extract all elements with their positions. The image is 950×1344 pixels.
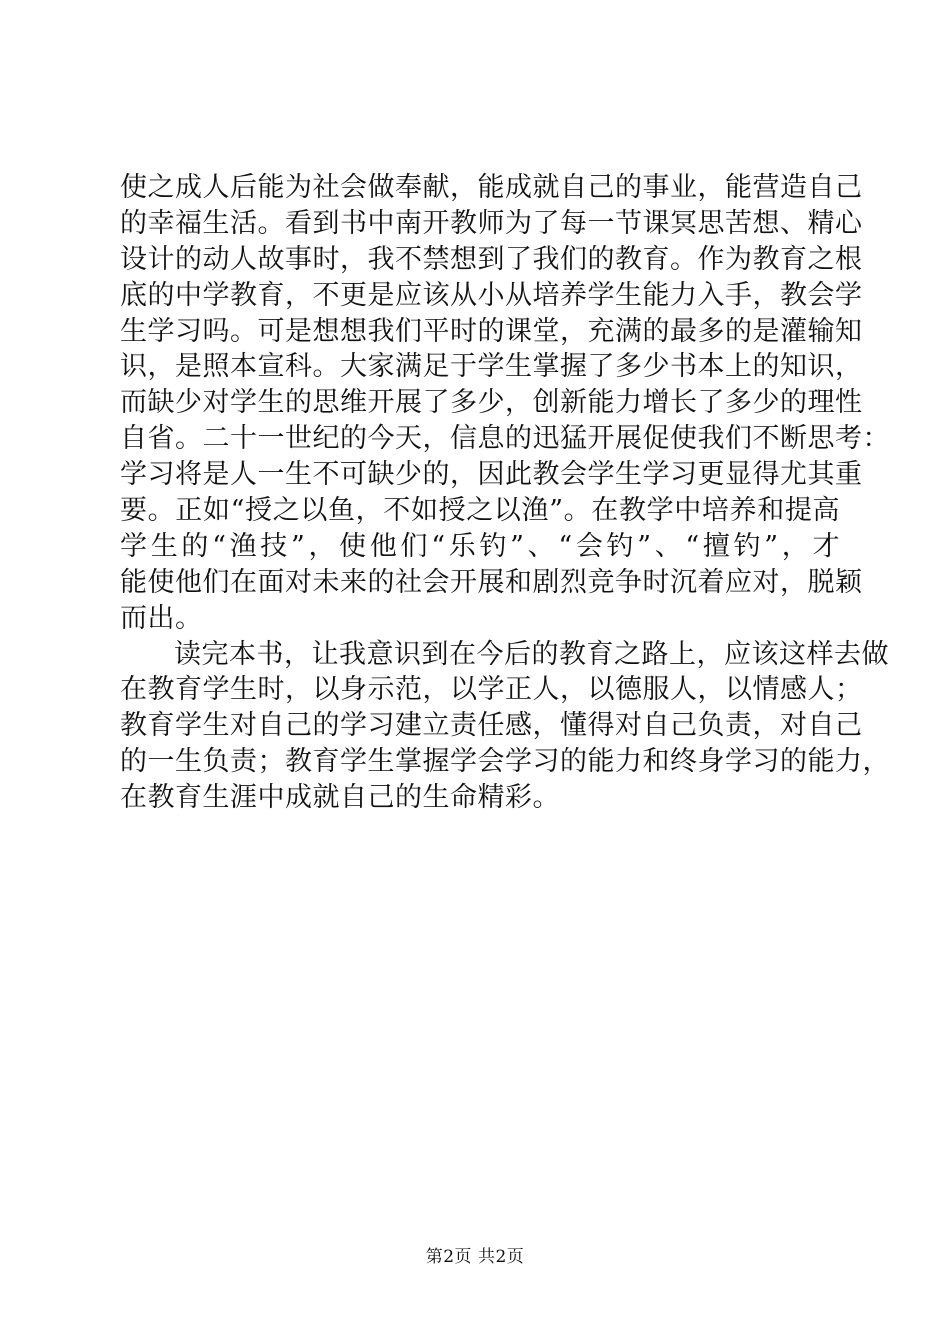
text-line: 学生的“渔技”，使他们“乐钓”、“会钓”、“擅钓”，才 xyxy=(120,530,840,562)
document-body xyxy=(120,170,890,816)
text-line: 在教育学生时，以身示范，以学正人，以德服人，以情感人； xyxy=(120,674,863,706)
text-line: 要。正如“授之以鱼，不如授之以渔”。在教学中培养和提高 xyxy=(120,495,840,527)
text-line: 能使他们在面对未来的社会开展和剧烈竞争时沉着应对，脱颖 xyxy=(120,566,863,598)
text-line: 学习将是人一生不可缺少的，因此教会学生学习更显得尤其重 xyxy=(120,459,863,491)
text-line: 的一生负责；教育学生掌握学会学习的能力和终身学习的能力， xyxy=(120,746,890,778)
text-line: 自省。二十一世纪的今天，信息的迅猛开展促使我们不断思考： xyxy=(120,423,890,455)
paragraph-2 xyxy=(120,637,890,816)
text-line: 而出。 xyxy=(120,602,203,634)
text-line: 识，是照本宣科。大家满足于学生掌握了多少书本上的知识， xyxy=(120,351,863,383)
text-line: 而缺少对学生的思维开展了多少，创新能力增长了多少的理性 xyxy=(120,387,863,419)
text-line: 读完本书，让我意识到在今后的教育之路上，应该这样去做 xyxy=(174,638,889,670)
text-line: 在教育生涯中成就自己的生命精彩。 xyxy=(120,782,560,814)
text-line: 的幸福生活。看到书中南开教师为了每一节课冥思苦想、精心 xyxy=(120,207,863,239)
text-line: 教育学生对自己的学习建立责任感，懂得对自己负责，对自己 xyxy=(120,710,863,742)
text-line: 底的中学教育，不更是应该从小从培养学生能力入手，教会学 xyxy=(120,279,863,311)
text-line: 设计的动人故事时，我不禁想到了我们的教育。作为教育之根 xyxy=(120,243,863,275)
paragraph-1 xyxy=(120,170,890,637)
text-line: 生学习吗。可是想想我们平时的课堂，充满的最多的是灌输知 xyxy=(120,315,863,347)
page-number-footer: 第2页 共2页 xyxy=(425,1247,525,1267)
text-line: 使之成人后能为社会做奉献，能成就自己的事业，能营造自己 xyxy=(120,172,863,203)
